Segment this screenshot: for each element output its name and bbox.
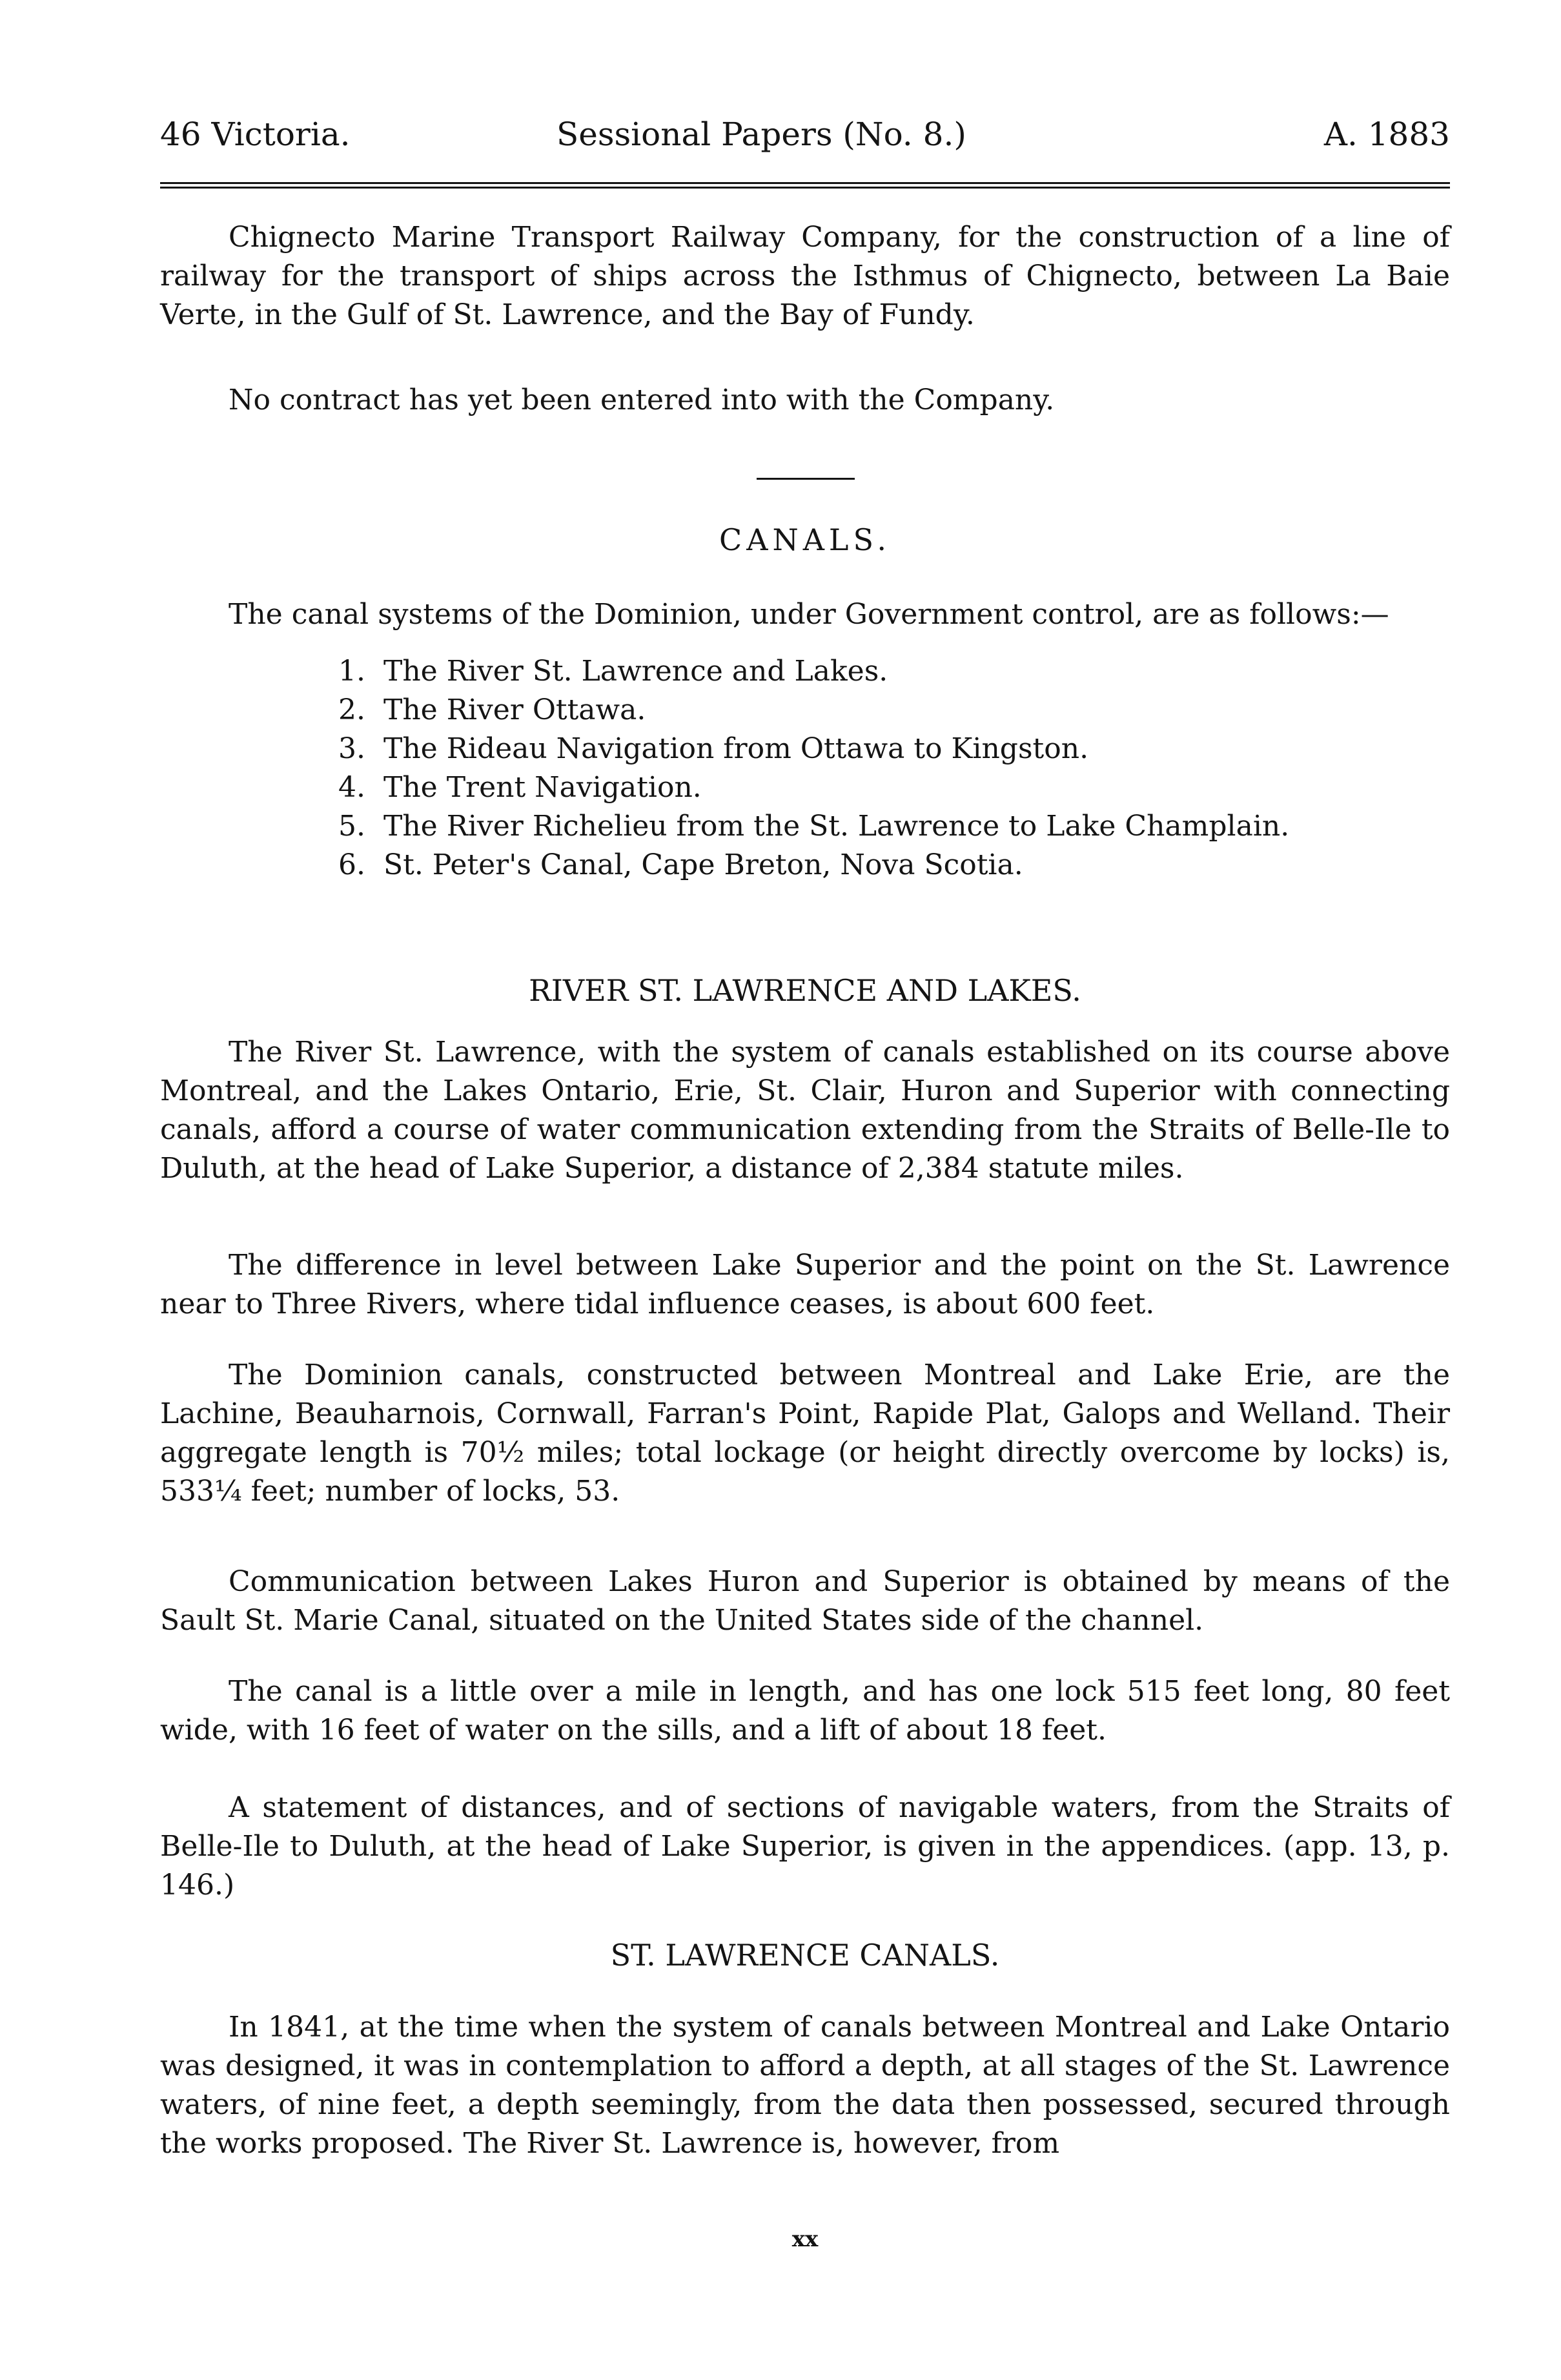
river-paragraph-2: The difference in level between Lake Superior and the point on the St. Lawrence near to Three Rivers, where tidal influence ceases, is about 600 feet. — [160, 1249, 1450, 1320]
river-paragraph-4: Communication between Lakes Huron and Superior is obtained by means of the Sault St. Marie Canal, situated on the United States side of the channel. — [160, 1565, 1450, 1637]
list-item-text: The River Ottawa. — [383, 693, 646, 726]
list-item-text: The Rideau Navigation from Ottawa to Kingston. — [383, 732, 1089, 765]
st-lawrence-canals-paragraph: In 1841, at the time when the system of canals between Montreal and Lake Ontario was designed, it was in contemplation to afford a depth, at all stages of the St. Lawrence waters, of nine feet, a depth seemingly, from the data then possessed, secured through the works proposed. The River St. Lawrence is, however, from — [160, 2011, 1450, 2160]
list-item — [338, 691, 1436, 730]
list-item-number: 5. — [338, 810, 365, 843]
header-year: A. 1883 — [1323, 116, 1450, 153]
list-item-number: 2. — [338, 693, 365, 726]
list-item-number: 4. — [338, 771, 365, 804]
canals-lead: The canal systems of the Dominion, under Government control, are as follows:— — [229, 598, 1389, 631]
river-paragraph-6: A statement of distances, and of sections of navigable waters, from the Straits of Belle-Ile to Duluth, at the head of Lake Superior, is given in the appendices. (app. 13, p. 146.) — [160, 1791, 1450, 1902]
list-item — [338, 730, 1436, 768]
intro-note: No contract has yet been entered into with the Company. — [229, 384, 1055, 416]
river-section-heading: RIVER ST. LAWRENCE AND LAKES. — [529, 973, 1081, 1008]
page-number-mark: xx — [791, 2226, 819, 2252]
header-double-rule — [160, 182, 1450, 189]
canals-heading: CANALS. — [719, 522, 891, 557]
list-item — [338, 846, 1436, 885]
list-item — [338, 807, 1436, 846]
list-item-text: The River Richelieu from the St. Lawrence to Lake Champlain. — [383, 810, 1290, 843]
river-paragraph-5: The canal is a little over a mile in length, and has one lock 515 feet long, 80 feet wide, with 16 feet of water on the sills, and a lift of about 18 feet. — [160, 1675, 1450, 1747]
list-item-number: 3. — [338, 732, 365, 765]
list-item-text: The River St. Lawrence and Lakes. — [383, 655, 888, 688]
section-divider — [757, 478, 855, 480]
river-paragraph-3: The Dominion canals, constructed between Montreal and Lake Erie, are the Lachine, Beauharnois, Cornwall, Farran's Point, Rapide Plat, Galops and Welland. Their aggregate length is 70½ miles; total lockage (or height directly overcome by locks) is, 533¼ feet; number of locks, 53. — [160, 1359, 1450, 1508]
st-lawrence-canals-heading: ST. LAWRENCE CANALS. — [610, 1938, 1000, 1973]
header-session: 46 Victoria. — [160, 116, 351, 153]
list-item — [338, 768, 1436, 807]
list-item-number: 1. — [338, 655, 365, 688]
river-paragraph-1: The River St. Lawrence, with the system of canals established on its course above Montreal, and the Lakes Ontario, Erie, St. Clair, Huron and Superior with connecting canals, afford a course of water communication extending from the Straits of Belle-Ile to Duluth, at the head of Lake Superior, a distance of 2,384 statute miles. — [160, 1036, 1450, 1185]
header-title: Sessional Papers (No. 8.) — [556, 116, 966, 153]
list-item-number: 6. — [338, 848, 365, 881]
list-item-text: The Trent Navigation. — [383, 771, 702, 804]
list-item-text: St. Peter's Canal, Cape Breton, Nova Scotia. — [383, 848, 1023, 881]
canal-systems-list — [338, 652, 1436, 885]
intro-paragraph: Chignecto Marine Transport Railway Company, for the construction of a line of railway for the transport of ships across the Isthmus of Chignecto, between La Baie Verte, in the Gulf of St. Lawrence, and the Bay of Fundy. — [160, 221, 1450, 331]
list-item — [338, 652, 1436, 691]
page-header — [160, 108, 1450, 160]
